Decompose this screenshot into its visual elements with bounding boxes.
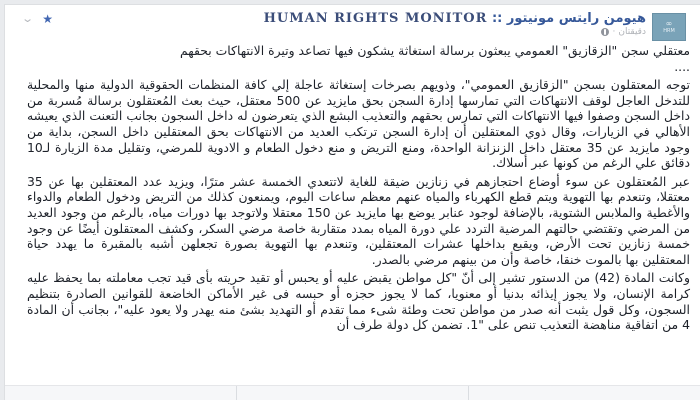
post-paragraph: وكانت المادة (42) من الدستور تشير إلى أنّ "كل مواطن يقبض عليه أو يحبس أو تقيد حريته بأى قيد تجب معاملته بما يحفظ عليه كرامة الإنسان، ولا يجوز إيذائه بدنيا أو معنويا، كما لا يجوز حجزه أو حبسه فى غير الأماكن الخاضعة للقوانين الصادرة بتنظيم السجون، وكل قول يثبت أنه صدر من مواطن تحت وطئة شىء مما تقدم أو التهديد بشئ منه يهدر ولا يعود عليه"، بجانب أن المادة 4 من اتفاقية مناهضة التعذيب تنص على "1. تضمن كل دولة طرف أن <box>27 270 690 333</box>
avatar[interactable] <box>652 13 686 41</box>
logo-icon: ∞ <box>665 19 673 28</box>
post-paragraph: توجه المعتقلون بسجن "الزقازيق العمومي"، وذويهم بصرخات إستغاثة عاجلة إلي كافة المنظمات الحقوقية الدولية منها والمحلية للتدخل العاجل لوقف الانتهاكات التي تمارسها إدارة السجن بحق مايزيد عن 500 معتقل، حيث بعث المُعتقلون برسالة مُسربة من داخل السجن وصفوا فيها الانتهاكات التي تمارس بحقهم والتعذيب البشع الذي يتعرضون له داخل السجون بجانب التعنت الذي يعيشه الأهالي في الزيارات، وقال ذوي المعتقلين أن إدارة السجن ترتكب العديد من الانتهاكات بحق المعتقلين داخل السجن، بداية من وجود مايزيد عن 35 معتقل داخل الزنزانة الواحدة، ومنع التريض و منع دخول الطعام و الادوية للمرضي، وتقليل مدة الزيارة لـ10 دقائق علي الرغم من كونها عبر أسلاك. <box>27 77 690 171</box>
post-actions-top <box>23 13 53 25</box>
star-icon[interactable]: ★ <box>42 12 53 26</box>
meta-separator: · <box>612 27 616 37</box>
action-bar-segment[interactable] <box>236 386 468 400</box>
avatar-text: HRM <box>663 28 675 34</box>
action-bar-segment[interactable] <box>5 386 236 400</box>
post-paragraph: عبر المُعتقلون عن سوء أوضاع احتجازهم في زنازين ضيقة للغاية لاتتعدي الخمسة عشر مترًا، ويزيد عدد المعتقلين بها عن 35 معتقلا، وتنعدم بها التهوية ويتم قطع الكهرباء والمياه عنهم معظم ساعات اليوم، ويمنعون كذلك من التريض ودخول الطعام والدواء والأغطية والملابس الشتوية، بالإضافة لوجود عنابر يوضع بها مايزيد عن 150 معتقلا ولاتوجد بها دورات مياه، بالرغم من وجود العديد من المرضي وتقتضي حالتهم المرضية التردد علي دورة المياه بمدد متقاربة خاصة مرضي السكر، وكشف المعتقلون أيضًا عن وجود خمسة زنازين تحت الأرض، ويقبع بداخلها عشرات المعتقلين، وتنعدم بها التهوية بصورة تجعلهن أشبه بالمقبرة ما يهدد حياة المعتقلين بها بالموت خنقا، خاصة وأن من بينهم مرضي بالصدر. <box>27 173 690 267</box>
post-paragraph-headline: معتقلي سجن "الزقازيق" العمومي يبعثون برسالة استغاثة يشكون فيها تصاعد وتيرة الانتهاكات بحقهم <box>180 43 690 58</box>
action-bar-segment[interactable] <box>468 386 700 400</box>
post-meta <box>601 27 646 37</box>
post-card <box>4 4 700 400</box>
page-name-latin: HUMAN RIGHTS MONITOR <box>263 11 488 26</box>
page-name-link[interactable] <box>264 11 646 26</box>
post-body <box>27 43 690 333</box>
chevron-down-icon[interactable]: ⌄ <box>21 12 35 25</box>
post-action-bar <box>5 385 700 400</box>
page-name-arabic: هيومن رايتس مونيتور :: <box>491 11 646 26</box>
post-header <box>5 5 700 43</box>
timestamp[interactable]: دقيقتان <box>618 27 646 37</box>
globe-icon <box>601 28 609 36</box>
post-ellipsis: .... <box>674 58 690 74</box>
